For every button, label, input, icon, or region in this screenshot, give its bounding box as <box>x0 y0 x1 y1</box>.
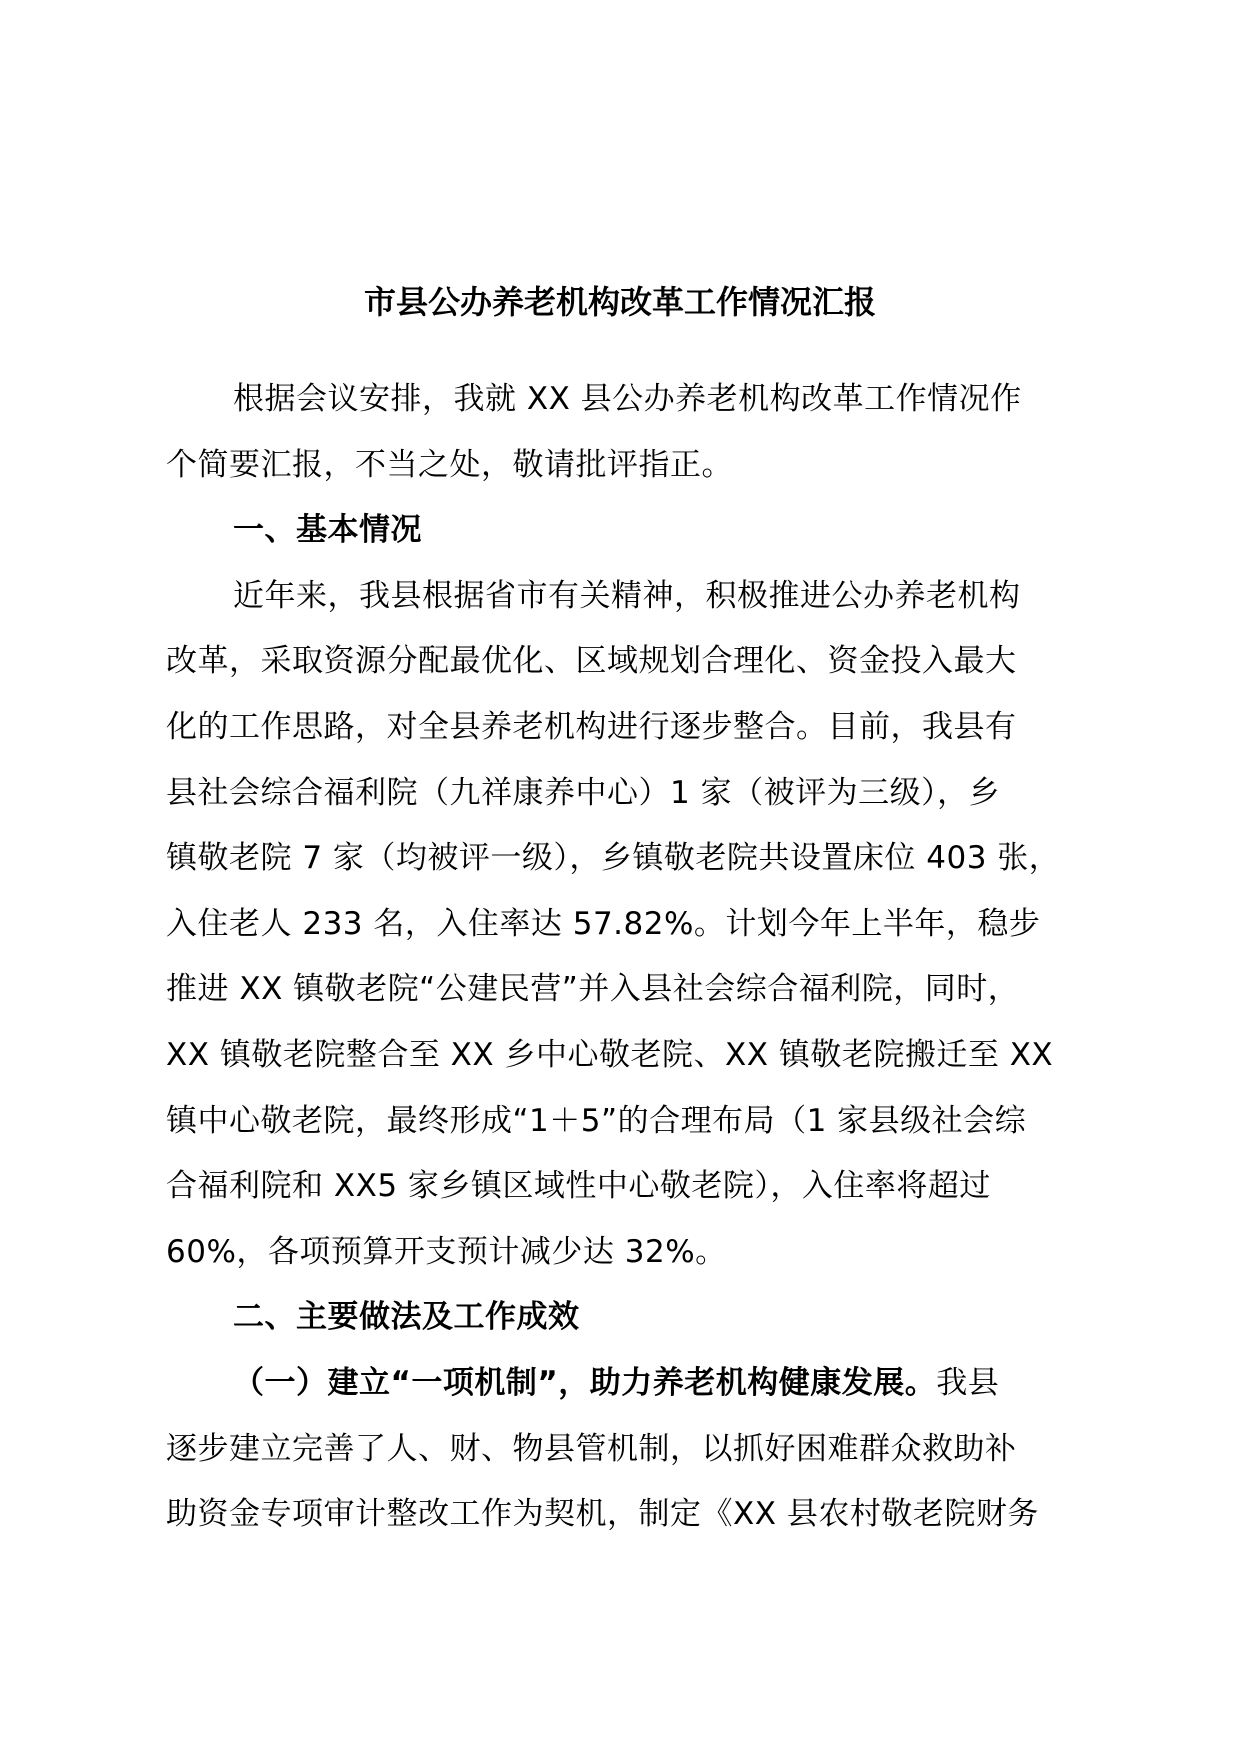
line-text: 60%，各项预算开支预计减少达 32%。 <box>166 1233 727 1270</box>
document-title: 市县公办养老机构改革工作情况汇报 <box>363 283 876 321</box>
paragraph-line <box>166 1230 1096 1296</box>
line-text: 入住老人 233 名，入住率达 57.82%。计划今年上半年，稳步 <box>166 905 1041 942</box>
section-heading <box>166 508 1096 574</box>
line-text: 县社会综合福利院（九祥康养中心）1 家（被评为三级），乡 <box>166 774 1001 811</box>
paragraph-line <box>166 705 1096 771</box>
paragraph-line <box>166 1033 1096 1099</box>
line-text: （一）建立“一项机制”，助力养老机构健康发展。 <box>233 1364 937 1401</box>
line-text: 逐步建立完善了人、财、物县管机制，以抓好困难群众救助补 <box>166 1430 1017 1467</box>
line-text: 一、基本情况 <box>233 512 422 549</box>
paragraph-line <box>166 1099 1096 1165</box>
line-text: 近年来，我县根据省市有关精神，积极推进公办养老机构 <box>233 577 1021 614</box>
line-text-tail: 我县 <box>936 1364 1000 1401</box>
paragraph-line <box>166 443 1096 509</box>
paragraph-line <box>166 639 1096 705</box>
line-text: 助资金专项审计整改工作为契机，制定《XX 县农村敬老院财务 <box>166 1496 1039 1533</box>
line-text: XX 镇敬老院整合至 XX 乡中心敬老院、XX 镇敬老院搬迁至 XX <box>166 1036 1054 1073</box>
line-text: 个简要汇报，不当之处，敬请批评指正。 <box>166 446 733 483</box>
paragraph-line <box>166 1164 1096 1230</box>
line-text: 根据会议安排，我就 XX 县公办养老机构改革工作情况作 <box>233 381 1022 417</box>
section-heading <box>166 1361 1096 1427</box>
line-text: 合福利院和 XX5 家乡镇区域性中心敬老院），入住率将超过 <box>166 1168 991 1205</box>
paragraph-line <box>166 1492 1096 1558</box>
line-text: 二、主要做法及工作成效 <box>233 1299 580 1336</box>
paragraph-line <box>166 967 1096 1033</box>
paragraph-line <box>166 771 1096 837</box>
paragraph-line <box>166 377 1096 443</box>
line-text: 镇敬老院 7 家（均被评一级），乡镇敬老院共设置床位 403 张， <box>166 840 1061 877</box>
line-text: 镇中心敬老院，最终形成“1＋5”的合理布局（1 家县级社会综 <box>166 1102 1027 1139</box>
document-body <box>166 377 1096 1558</box>
line-text: 化的工作思路，对全县养老机构进行逐步整合。目前，我县有 <box>166 708 1017 745</box>
paragraph-line <box>166 1427 1096 1493</box>
paragraph-line <box>166 836 1096 902</box>
line-text: 推进 XX 镇敬老院“公建民营”并入县社会综合福利院，同时， <box>166 971 1020 1008</box>
line-text: 改革，采取资源分配最优化、区域规划合理化、资金投入最大 <box>166 643 1017 680</box>
section-heading <box>166 1295 1096 1361</box>
paragraph-line <box>166 902 1096 968</box>
paragraph-line <box>166 574 1096 640</box>
